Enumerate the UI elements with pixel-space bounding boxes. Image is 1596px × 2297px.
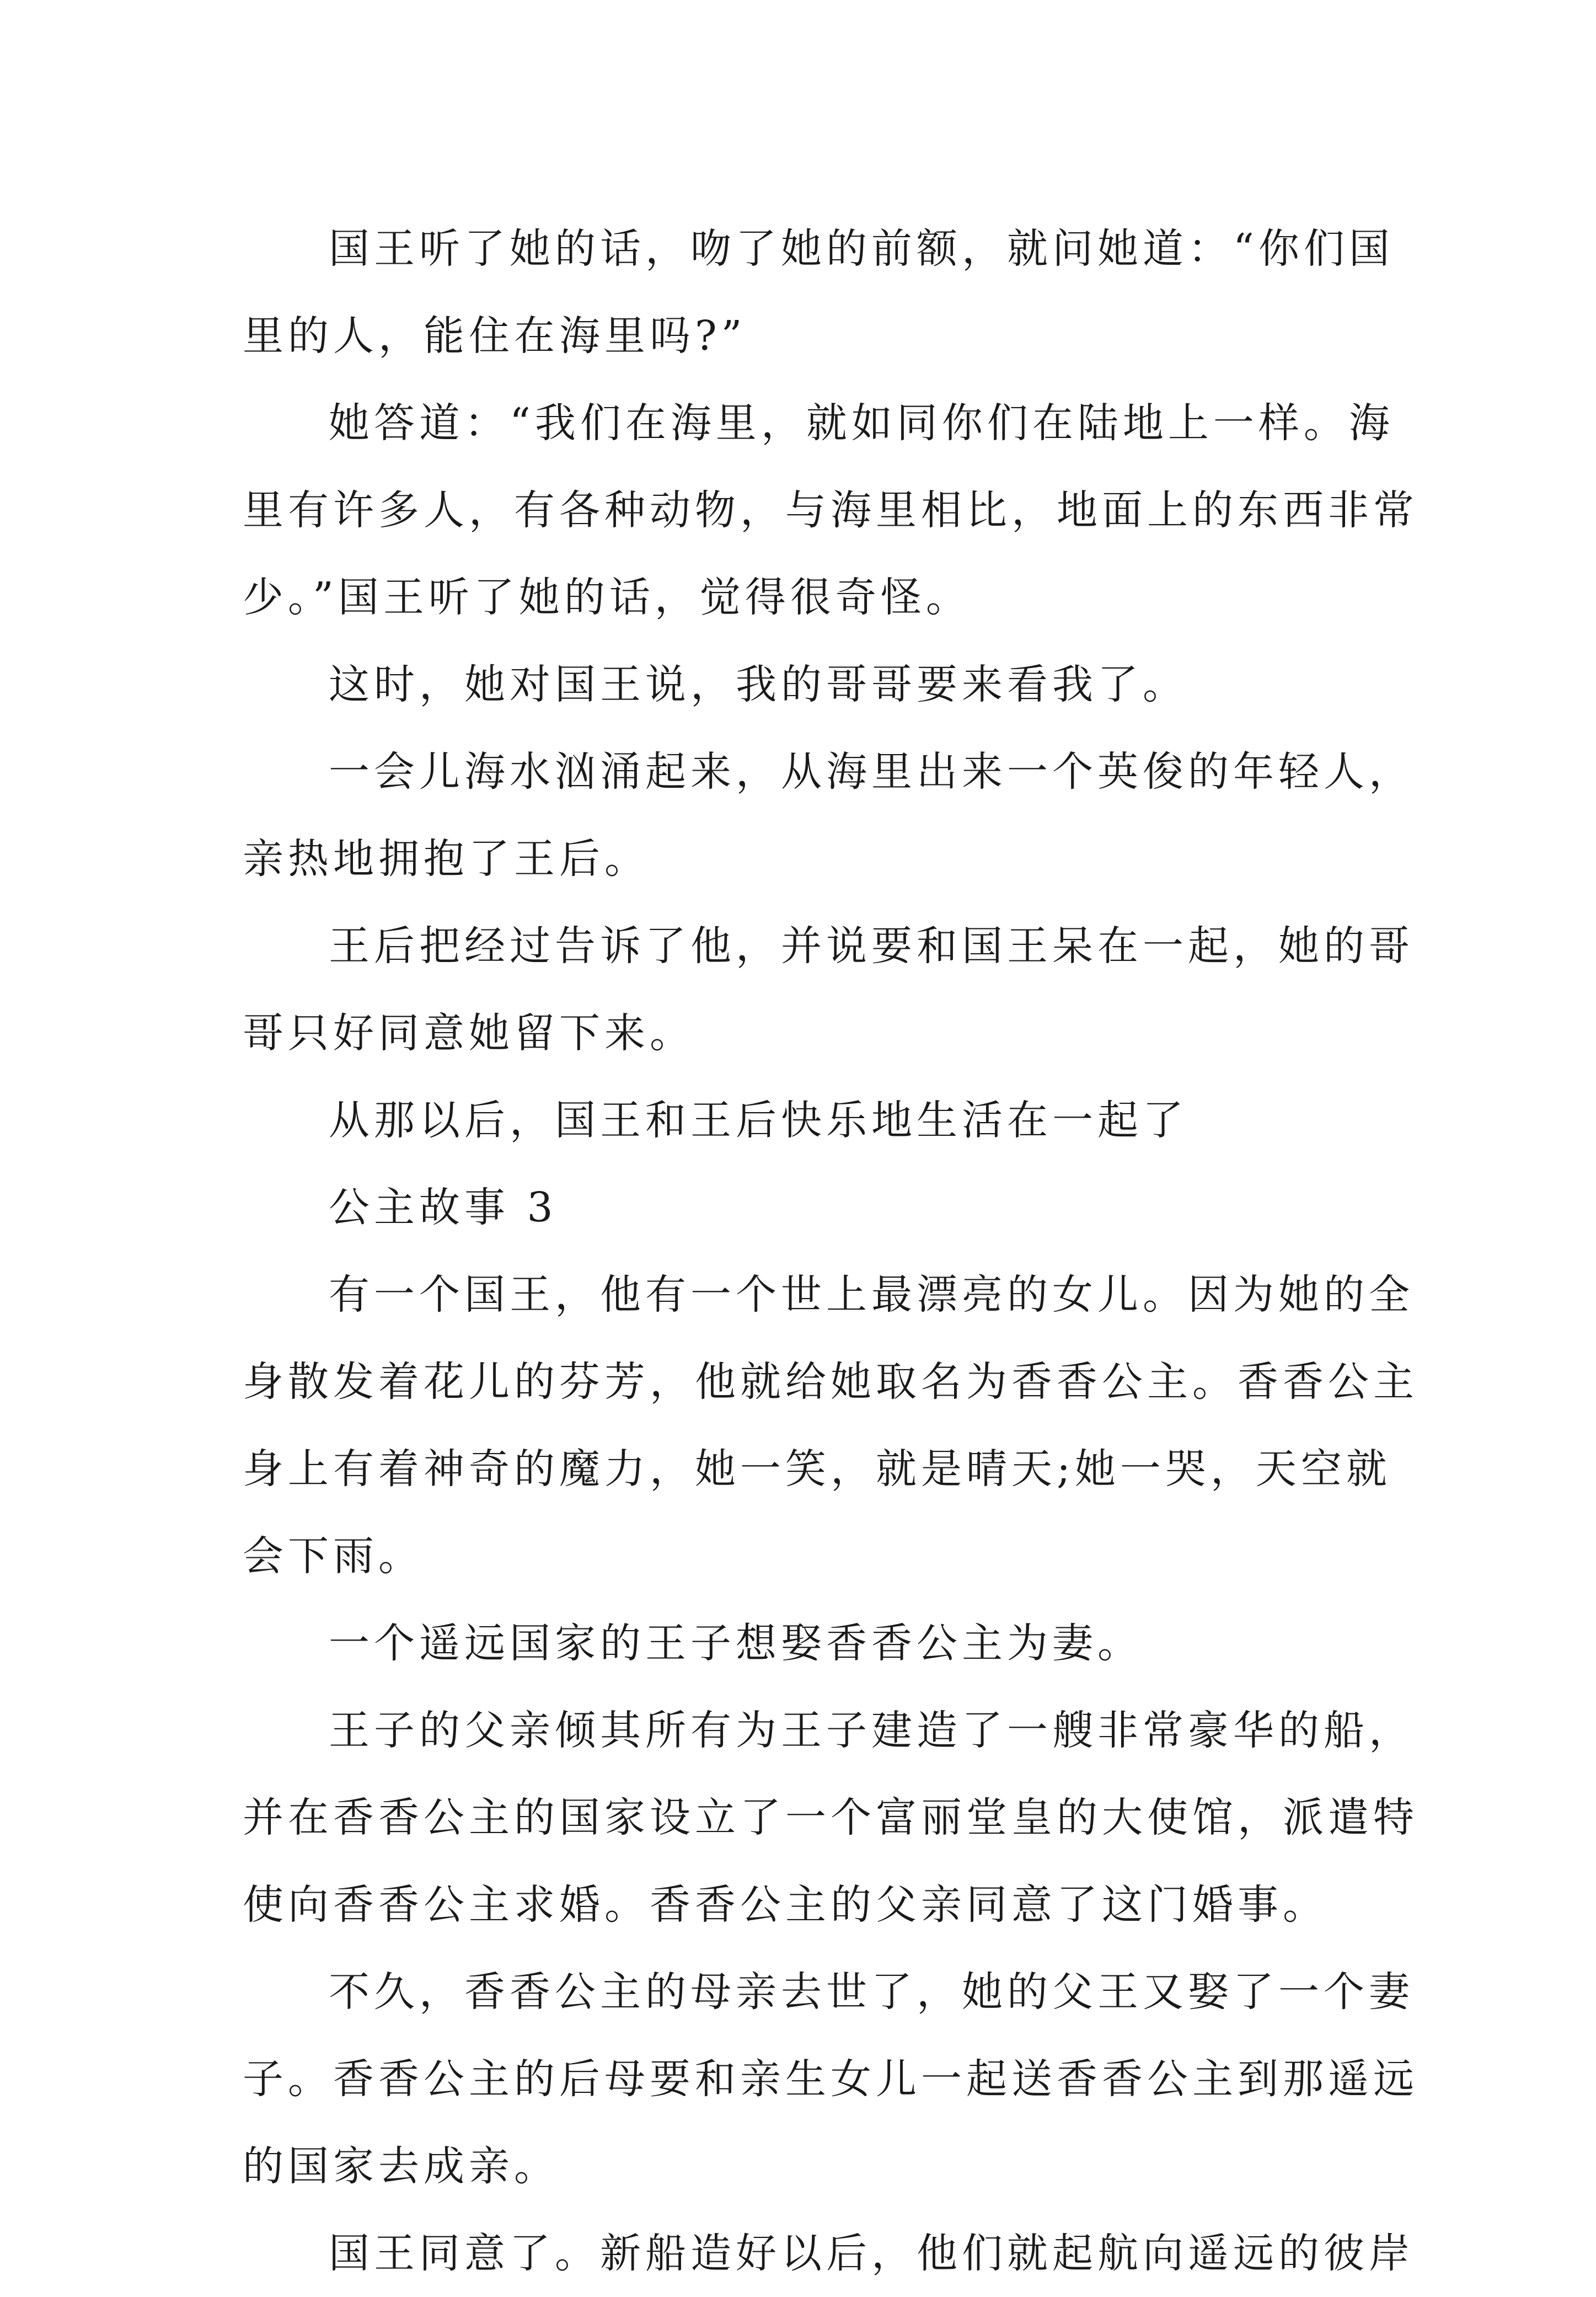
text-line: 国王听了她的话，吻了她的前额，就问她道：“你们国: [329, 225, 1394, 273]
text-line: 王后把经过告诉了他，并说要和国王呆在一起，她的哥: [329, 922, 1414, 970]
text-line: 会下雨。: [243, 1532, 424, 1580]
text-line: 哥只好同意她留下来。: [243, 1009, 695, 1057]
section-heading: 公主故事 3: [329, 1184, 558, 1231]
text-line: 有一个国王，他有一个世上最漂亮的女儿。因为她的全: [329, 1271, 1414, 1318]
text-line: 这时，她对国王说，我的哥哥要来看我了。: [329, 661, 1188, 708]
text-line: 里的人，能住在海里吗?”: [243, 312, 747, 360]
text-line: 的国家去成亲。: [243, 2143, 559, 2190]
text-line: 一会儿海水汹涌起来，从海里出来一个英俊的年轻人，: [329, 748, 1414, 795]
text-line: 国王同意了。新船造好以后，他们就起航向遥远的彼岸: [329, 2230, 1414, 2277]
text-line: 从那以后，国王和王后快乐地生活在一起了: [329, 1097, 1188, 1144]
text-line: 里有许多人，有各种动物，与海里相比，地面上的东西非常: [243, 487, 1418, 534]
body-text: [243, 205, 1418, 2297]
text-line: 她答道：“我们在海里，就如同你们在陆地上一样。海: [329, 399, 1394, 447]
text-line: 并在香香公主的国家设立了一个富丽堂皇的大使馆，派遣特: [243, 1794, 1418, 1841]
text-line: 身上有着神奇的魔力，她一笑，就是晴天;她一哭，天空就: [243, 1445, 1391, 1493]
text-line: 不久，香香公主的母亲去世了，她的父王又娶了一个妻: [329, 1968, 1414, 2016]
text-line: 亲热地拥抱了王后。: [243, 835, 650, 883]
text-line: 身散发着花儿的芬芳，他就给她取名为香香公主。香香公主: [243, 1358, 1418, 1406]
text-line: 王子的父亲倾其所有为王子建造了一艘非常豪华的船，: [329, 1707, 1414, 1754]
text-line: 少。”国王听了她的话，觉得很奇怪。: [243, 574, 971, 621]
text-line: 使向香香公主求婚。香香公主的父亲同意了这门婚事。: [243, 1881, 1328, 1929]
text-line: 子。香香公主的后母要和亲生女儿一起送香香公主到那遥远: [243, 2055, 1418, 2103]
text-line: 一个遥远国家的王子想娶香香公主为妻。: [329, 1620, 1143, 1667]
